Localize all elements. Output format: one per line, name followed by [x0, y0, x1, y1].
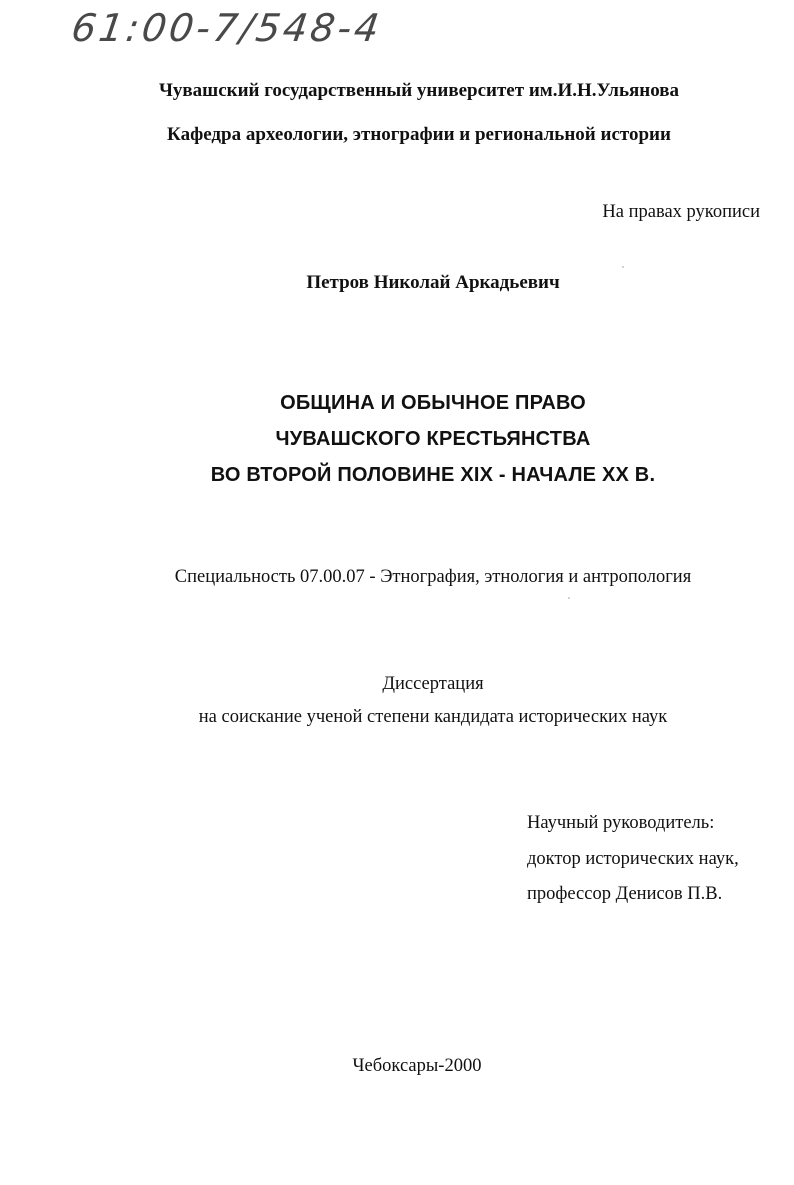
scan-speck — [622, 266, 624, 268]
supervisor-title: Научный руководитель: — [527, 813, 715, 833]
supervisor-name: профессор Денисов П.В. — [527, 884, 723, 904]
degree-text: на соискание ученой степени кандидата исторических наук — [198, 707, 668, 727]
specialty-text: Специальность 07.00.07 - Этнография, этнология и антропология — [174, 567, 692, 587]
handwritten-catalog-number: 61:00-7/548-4 — [68, 6, 385, 50]
title-line-2: ЧУВАШСКОГО КРЕСТЬЯНСТВА — [275, 428, 591, 450]
title-line-1: ОБЩИНА И ОБЫЧНОЕ ПРАВО — [280, 392, 586, 414]
rights-notice: На правах рукописи — [602, 202, 760, 222]
title-line-3: ВО ВТОРОЙ ПОЛОВИНЕ XIX - НАЧАЛЕ XX В. — [210, 464, 656, 486]
university-name: Чувашский государственный университет им.И.Н.Ульянова — [158, 80, 680, 101]
supervisor-degree: доктор исторических наук, — [527, 849, 739, 869]
author-name: Петров Николай Аркадьевич — [306, 272, 560, 293]
department-name: Кафедра археологии, этнографии и региональной истории — [167, 124, 671, 145]
scan-speck — [568, 597, 570, 599]
city-year: Чебоксары-2000 — [352, 1056, 482, 1076]
dissertation-label: Диссертация — [382, 674, 484, 694]
